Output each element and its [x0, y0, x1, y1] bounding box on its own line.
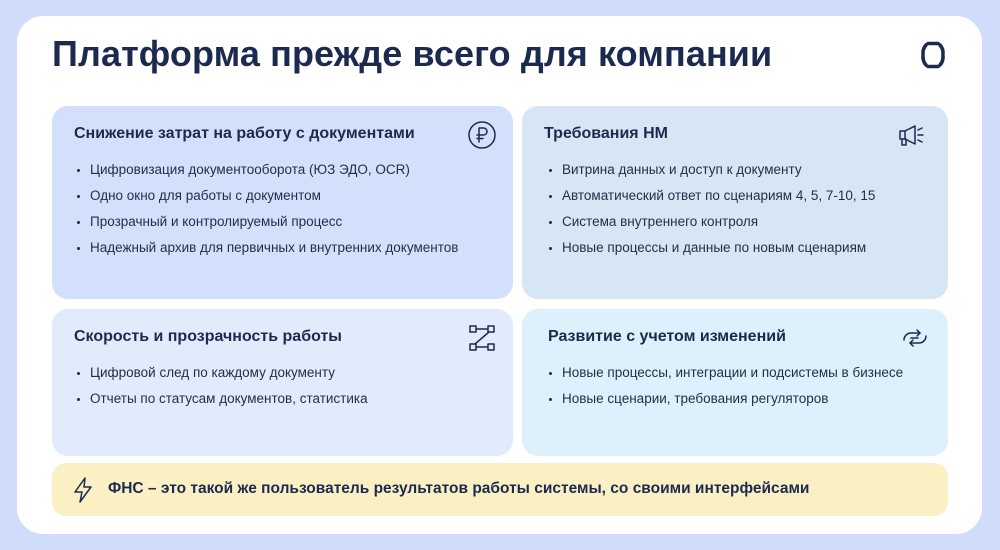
card-speed-transparency [52, 309, 513, 456]
bullet-list [76, 360, 496, 412]
card-title: Снижение затрат на работу с документами [74, 125, 415, 142]
bullet-list [76, 157, 496, 261]
list-item: Надежный архив для первичных и внутренних документов [76, 235, 496, 261]
list-item: Автоматический ответ по сценариям 4, 5, 7-10, 15 [548, 183, 928, 209]
list-item: Система внутреннего контроля [548, 209, 928, 235]
exchange-arrows-icon [900, 323, 930, 353]
list-item: Отчеты по статусам документов, статистика [76, 386, 496, 412]
banner-text: ФНС – это такой же пользователь результатов работы системы, со своими интерфейсами [108, 480, 810, 497]
list-item: Новые процессы и данные по новым сценариям [548, 235, 928, 261]
lightning-icon [72, 476, 94, 504]
card-title: Скорость и прозрачность работы [74, 328, 342, 345]
list-item: Одно окно для работы с документом [76, 183, 496, 209]
page-title: Платформа прежде всего для компании [52, 33, 773, 74]
workflow-icon [467, 323, 497, 353]
card-title: Развитие с учетом изменений [548, 328, 786, 345]
list-item: Прозрачный и контролируемый процесс [76, 209, 496, 235]
megaphone-icon [897, 120, 927, 150]
card-cost-reduction [52, 106, 513, 299]
list-item: Цифровой след по каждому документу [76, 360, 496, 386]
platform-logo-icon [916, 38, 950, 72]
bullet-list [548, 157, 928, 261]
card-development [522, 309, 948, 456]
bullet-list [548, 360, 928, 412]
card-title: Требования НМ [544, 125, 668, 142]
list-item: Новые процессы, интеграции и подсистемы в бизнесе [548, 360, 928, 386]
ruble-icon [467, 120, 497, 150]
list-item: Новые сценарии, требования регуляторов [548, 386, 928, 412]
list-item: Витрина данных и доступ к документу [548, 157, 928, 183]
card-nm-requirements [522, 106, 948, 299]
info-banner [52, 463, 948, 516]
list-item: Цифровизация документооборота (ЮЗ ЭДО, OCR) [76, 157, 496, 183]
